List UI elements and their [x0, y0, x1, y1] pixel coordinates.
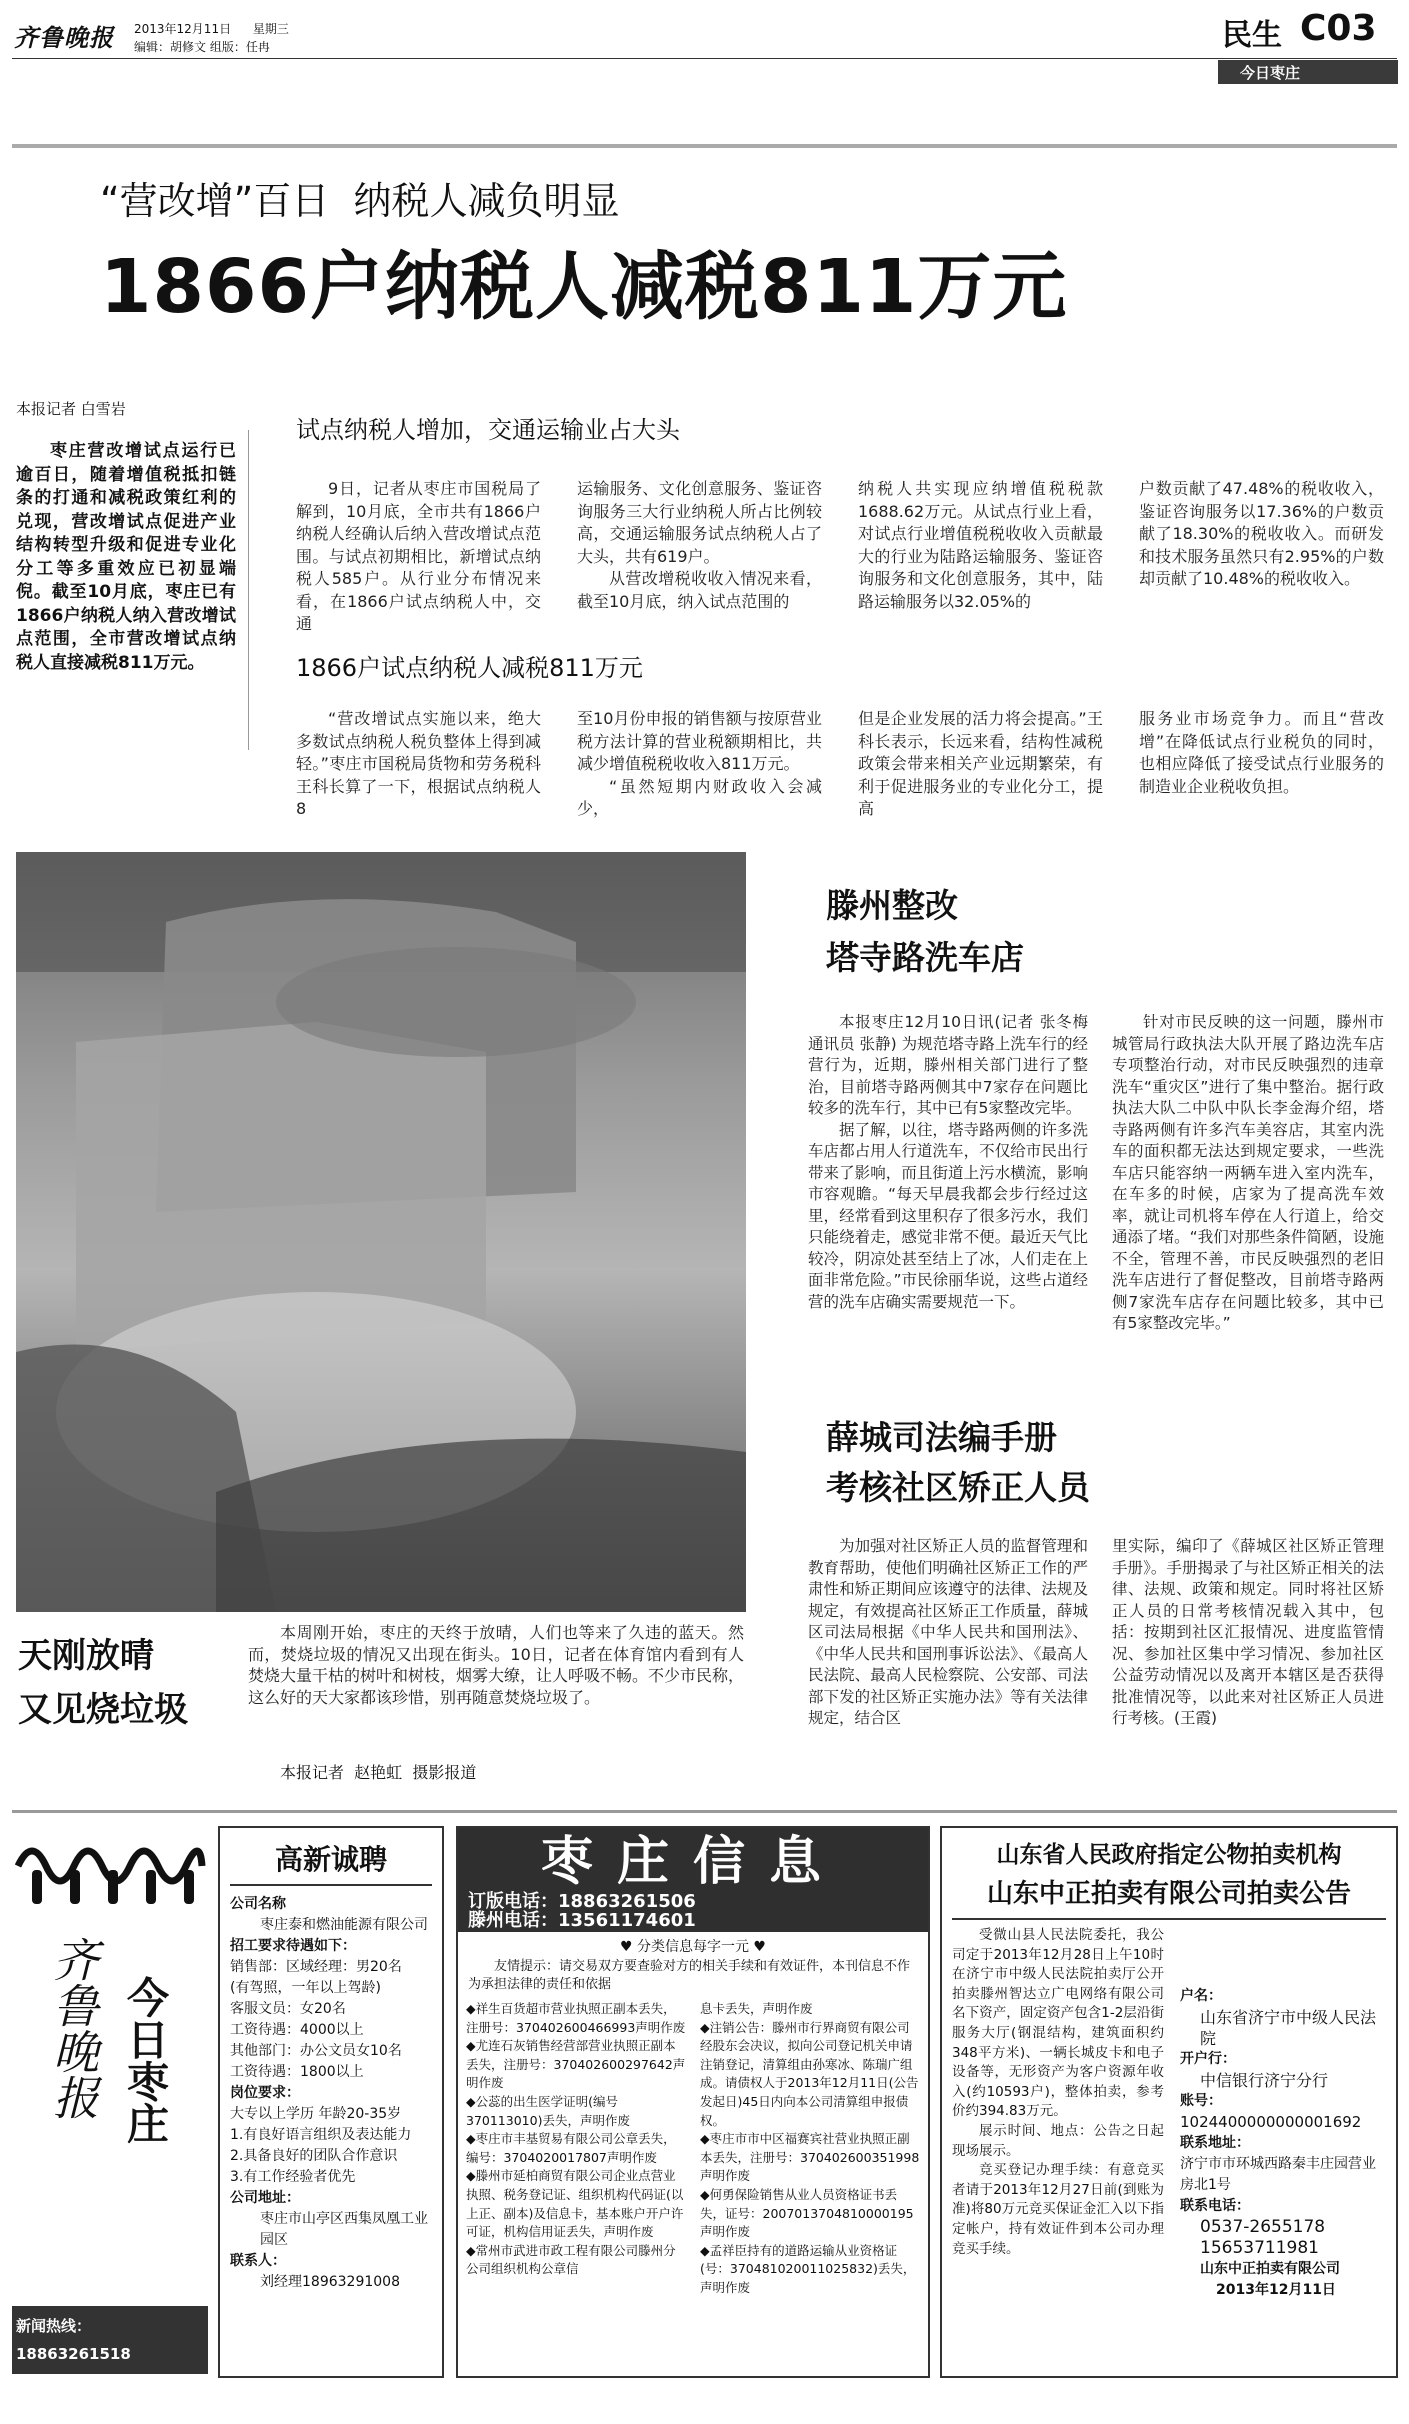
classified-item: ◆注销公告：滕州市行界商贸有限公司经股东会决议，拟向公司登记机关申请注销登记，清算组由孙寒冰、陈瑞广组成。请债权人于2013年12月11日(公告发起日)45日内向本公司清算组申报债权。 [700, 2019, 919, 2128]
lead-p1-col4 [1139, 478, 1384, 591]
paragraph: 运输服务、文化创意服务、鉴证咨询服务三大行业纳税人所占比例较高，交通运输服务试点纳税人占了大头，共有619户。 [577, 479, 822, 566]
lead-top-rule [12, 144, 1397, 148]
lead-p1-col3 [858, 478, 1103, 613]
brand-logo: 齐鲁晚报 [46, 1936, 100, 2120]
photo-scene [16, 852, 746, 1612]
paragraph: 服务业市场竞争力。而且“营改增”在降低试点行业税负的同时，也相应降低了接受试点行业服务的制造业企业税收负担。 [1139, 709, 1384, 796]
classified-item: ◆何勇保险销售从业人员资格证书丢失，证号：2007013704810000195声明作废 [700, 2186, 914, 2240]
ads-top-rule [12, 1810, 1397, 1813]
photo-story-text [248, 1622, 744, 1708]
addr-text: 济宁市市环城西路秦丰庄园营业房北1号 [1180, 2156, 1376, 2193]
info-phone-2: 滕州电话：13561174601 [468, 1910, 696, 1931]
classified-item: 息卡丢失，声明作废 [700, 2001, 813, 2016]
info-notice: 友情提示：请交易双方要查验对方的相关手续和有效证件，本刊信息不作为承担法律的责任和依据 [468, 1959, 911, 1992]
subsection-name: 今日枣庄 [1240, 64, 1301, 82]
auction-line-2: 山东中正拍卖有限公司拍卖公告 [952, 1873, 1386, 1920]
story2-title-1: 滕州整改 [826, 886, 958, 925]
auction-body: 受微山县人民法院委托，我公司定于2013年12月28日上午10时在济宁市中级人民法院拍卖厅公开拍卖滕州智达立广电网络有限公司名下资产，固定资产包含1-2层沿街服务大厅(钢混结构，建筑面积约348平方米)、一辆长城皮卡和电子设备等，无形资产为客户资源年收入(约10593户)，整体拍卖，参考价约394.83万元。 [952, 1927, 1164, 2120]
photo-credit: 本报记者 赵艳虹 摄影报道 [280, 1763, 477, 1782]
acct-number: 1024400000000001692 [1180, 2113, 1362, 2131]
info-banner: ♥ 分类信息每字一元 ♥ [619, 1939, 766, 1955]
tel-label: 联系电话： [1180, 2198, 1250, 2214]
lead-p2-col2 [577, 708, 822, 821]
info-phone-1: 订版电话：18863261506 [468, 1891, 696, 1912]
info-title: 枣庄信息 [540, 1832, 845, 1892]
auction-view: 展示时间、地点：公告之日起现场展示。 [952, 2122, 1164, 2159]
paragraph: 为加强对社区矫正人员的监督管理和教育帮助，使他们明确社区矫正工作的严肃性和矫正期间应该遵守的法律、法规及规定，有效提高社区矫正工作质量，薛城区司法局根据《中华人民共和国刑法》、《中华人民共和国刑事诉讼法》、《最高人民法院、最高人民检察院、公安部、司法部下发的社区矫正实施办法》等有关法律规定，结合区 [808, 1537, 1088, 1727]
classified-item: ◆滕州市延柏商贸有限公司企业点营业执照、税务登记证、组织机构代码证(以上正、副本)及信息卡，基本账户开户许可证，机构信用证丢失，声明作废 [466, 2168, 684, 2240]
req-line: 1.有良好语言组织及表达能力 [230, 2127, 412, 2143]
paragraph: 纳税人共实现应纳增值税税款1688.62万元。从试点行业上看，对试点行业增值税税收收入贡献最大的行业为陆路运输服务、鉴证咨询服务和文化创意服务，其中，陆路运输服务以32.05%的 [858, 479, 1103, 611]
classified-item: ◆公蕊的出生医学证明(编号370113010)丢失，声明作废 [466, 2093, 630, 2128]
acct-name: 山东省济宁市中级人民法院 [1200, 2008, 1377, 2048]
company-name: 枣庄泰和燃油能源有限公司 [260, 1917, 428, 1933]
auction-notice-ad [940, 1826, 1398, 2378]
phone-cord-icon [12, 1826, 208, 1916]
story3-title-1: 薛城司法编手册 [826, 1418, 1057, 1457]
req-line: 大专以上学历 年龄20-35岁 [230, 2106, 402, 2122]
paragraph: 户数贡献了47.48%的税收收入，鉴证咨询服务以17.36%的户数贡献了18.30%的税收收入。而研发和技术服务虽然只有2.95%的户数却贡献了10.48%的税收收入。 [1139, 479, 1384, 588]
req-line: 2.具备良好的团队合作意识 [230, 2148, 398, 2164]
auction-col-left [952, 1926, 1164, 2259]
lead-p1-col1 [296, 478, 541, 636]
photo-story-title-2: 又见烧垃圾 [18, 1690, 188, 1730]
masthead-date [134, 20, 289, 37]
lead-byline: 本报记者 白雪岩 [16, 400, 126, 418]
auction-register: 竞买登记办理手续：有意竞买者请于2013年12月27日前(到账为准)将80万元竞买保证金汇入以下指定帐户，持有效证件到本公司办理竞买手续。 [952, 2162, 1164, 2257]
classified-info-ad [456, 1826, 930, 2378]
paragraph: 针对市民反映的这一问题，滕州市城管局行政执法大队开展了路边洗车店专项整治行动，对市民反映强烈的违章洗车“重灾区”进行了集中整治。据行政执法大队二中队中队长李金海介绍，塔寺路两侧有许多汽车美容店，其室内洗车的面积都无法达到规定要求，一些洗车店只能容纳一两辆车进入室内洗车，在车多的时候，店家为了提高洗车效率，就让司机将车停在人行道上，给交通添了堵。“我们对那些条件简陋，设施不全，管理不善，市民反映强烈的老旧洗车店进行了督促整改，目前塔寺路两侧7家洗车店存在问题比较多，其中已有5家整改完毕。” [1112, 1013, 1384, 1332]
burning-leaves-photo [16, 852, 746, 1612]
news-hotline-text: 新闻热线：18863261518 [16, 2317, 131, 2363]
story3-title-2: 考核社区矫正人员 [826, 1468, 1090, 1507]
classified-item: ◆枣庄市丰基贸易有限公司公章丢失，编号：3704020017807声明作废 [466, 2131, 676, 2165]
auction-company: 山东中正拍卖有限公司 [1200, 2261, 1340, 2277]
auction-date: 2013年12月11日 [1216, 2282, 1336, 2298]
page-number: C03 [1300, 8, 1377, 49]
addr-label: 公司地址： [230, 2190, 300, 2206]
issue-weekday: 星期三 [252, 22, 289, 36]
masthead-logo: 齐鲁晚报 [14, 23, 114, 52]
contact-label: 联系人： [230, 2253, 286, 2269]
jobs-label: 招工要求待遇如下： [230, 1938, 356, 1954]
addr-label: 联系地址： [1180, 2135, 1250, 2151]
paragraph: 但是企业发展的活力将会提高。”王科长表示，长远来看，结构性减税政策会带来相关产业远期繁荣，有利于促进服务业的专业化分工，提高 [858, 709, 1103, 818]
paragraph: 本报枣庄12月10日讯(记者 张冬梅 通讯员 张静) 为规范塔寺路上洗车行的经营行为，近期，滕州相关部门进行了整治，目前塔寺路两侧其中7家存在问题比较多的洗车行，其中已有5家整改完毕。 [808, 1013, 1088, 1117]
lead-subhead-1: 试点纳税人增加，交通运输业占大头 [296, 416, 680, 444]
paragraph: 至10月份申报的销售额与按原营业税方法计算的营业税额期相比，共减少增值税税收收入811万元。 [577, 709, 822, 773]
lead-p1-col2 [577, 478, 822, 613]
story2-col2 [1112, 1012, 1384, 1335]
photo-story-title-1: 天刚放晴 [18, 1636, 154, 1676]
info-header [458, 1828, 928, 1932]
paragraph: 里实际，编印了《薛城区社区矫正管理手册》。手册揭录了与社区矫正相关的法律、法规、政策和规定。同时将社区矫正人员的日常考核情况载入其中，包括：按期到社区汇报情况、进度监管情况、参加社区集中学习情况、参加社区公益劳动情况以及离开本辖区是否获得批准情况等，以此来对社区矫正人员进行考核。(王霞) [1112, 1537, 1384, 1727]
ad-hotline-text: 广告热线：18863261508 [16, 2373, 131, 2419]
auction-col-right [1180, 1926, 1388, 2301]
tel-2: 15653711981 [1200, 2238, 1319, 2258]
lead-intro: 枣庄营改增试点运行已逾百日，随着增值税抵扣链条的打通和减税政策红利的兑现，营改增试点促进产业结构转型升级和促进专业化分工等多重效应已初显端倪。截至10月底，枣庄已有1866户纳税人纳入营改增试点范围，全市营改增试点纳税人直接减税811万元。 [16, 441, 236, 673]
paragraph: 从营改增税收收入情况来看，截至10月底，纳入试点范围的 [577, 569, 822, 611]
job-line: (有驾照，一年以上驾龄) [230, 1980, 381, 1996]
lead-p2-col3 [858, 708, 1103, 821]
masthead-editors: 编辑：胡修文 组版：任冉 [134, 40, 270, 54]
tel-1: 0537-2655178 [1200, 2217, 1326, 2237]
req-label: 岗位要求： [230, 2085, 300, 2101]
bank-name: 中信银行济宁分行 [1200, 2071, 1329, 2090]
bank-label: 开户行： [1180, 2051, 1236, 2067]
contact-text: 刘经理18963291008 [260, 2274, 400, 2290]
paragraph: 据了解，以往，塔寺路两侧的许多洗车店都占用人行道洗车，不仅给市民出行带来了影响，而且街道上污水横流，影响市容观瞻。“每天早晨我都会步行经过这里，经常看到这里积存了很多污水，我们只能绕着走，感觉非常不便。最近天气比较冷，阴凉处甚至结上了冰，人们走在上面非常危险。”市民徐丽华说，这些占道经营的洗车店确实需要规范一下。 [808, 1120, 1088, 1311]
job-line: 工资待遇：4000以上 [230, 2022, 364, 2038]
classified-item: ◆枣庄市市中区福赛宾社营业执照正副本丢失，注册号：370402600351998声明作废 [700, 2131, 920, 2184]
job-line: 销售部：区域经理：男20名 [230, 1959, 402, 1975]
lead-subhead-2: 1866户试点纳税人减税811万元 [296, 654, 643, 682]
lead-headline: 1866户纳税人减税811万元 [100, 244, 1068, 330]
job-line: 其他部门：办公文员女10名 [230, 2043, 402, 2059]
story2-col1 [808, 1012, 1088, 1313]
recruit-ad [218, 1826, 444, 2378]
paragraph: 9日，记者从枣庄市国税局了解到，10月底，全市共有1866户纳税人经确认后纳入营改增试点范围。与试点初期相比，新增试点纳税人585户。从行业分布情况来看，在1866户试点纳税人中，交通 [296, 479, 541, 633]
auction-line-1: 山东省人民政府指定公物拍卖机构 [996, 1842, 1342, 1868]
brand-ad-box [12, 1826, 208, 2419]
addr-text: 枣庄市山亭区西集凤凰工业园区 [260, 2211, 428, 2248]
story2-title-2: 塔寺路洗车店 [826, 938, 1024, 977]
masthead-rule [12, 58, 1397, 59]
news-hotline [12, 2306, 208, 2419]
issue-date: 2013年12月11日 [134, 22, 232, 36]
classified-item: ◆孟祥臣持有的道路运输从业资格证(号：370481020011025832)丢失，声明作废 [700, 2242, 916, 2295]
info-col-left [466, 2000, 688, 2279]
paragraph: 本周刚开始，枣庄的天终于放晴，人们也等来了久违的蓝天。然而，焚烧垃圾的情况又出现在街头。10日，记者在体育馆内看到有人焚烧大量干枯的树叶和树枝，烟雾大缭，让人呼吸不畅。不少市民称，这么好的天大家都该珍惜，别再随意焚烧垃圾了。 [248, 1623, 745, 1707]
recruit-title: 高新诚聘 [230, 1838, 432, 1886]
lead-kicker: “营改增”百日 纳税人减负明显 [100, 179, 620, 223]
req-line: 3.有工作经验者优先 [230, 2169, 356, 2185]
info-col-right [700, 2000, 922, 2298]
job-line: 客服文员：女20名 [230, 2001, 346, 2017]
brand-slogan: 今日枣庄 [121, 1976, 170, 2144]
paragraph: “虽然短期内财政收入会减少， [577, 776, 822, 818]
classified-item: ◆尤连石灰销售经营部营业执照正副本丢失，注册号：370402600297642声明作废 [466, 2038, 686, 2091]
classified-item: ◆常州市武进市政工程有限公司滕州分公司组织机构公章信 [466, 2242, 676, 2277]
acct-name-label: 户名： [1180, 1988, 1222, 2004]
paragraph: “营改增试点实施以来，绝大多数试点纳税人税负整体上得到减轻。”枣庄市国税局货物和劳务税科王科长算了一下，根据试点纳税人8 [296, 709, 541, 818]
company-label: 公司名称 [230, 1896, 286, 1912]
job-line: 工资待遇：1800以上 [230, 2064, 364, 2080]
acct-label: 账号： [1180, 2093, 1222, 2109]
lead-column-rule [248, 430, 249, 750]
lead-p2-col4 [1139, 708, 1384, 798]
classified-item: ◆祥生百货超市营业执照正副本丢失，注册号：370402600466993声明作废 [466, 2001, 686, 2035]
lead-p2-col1 [296, 708, 541, 821]
story3-col1 [808, 1536, 1088, 1730]
section-name: 民生 [1222, 18, 1282, 53]
story3-col2 [1112, 1536, 1384, 1730]
